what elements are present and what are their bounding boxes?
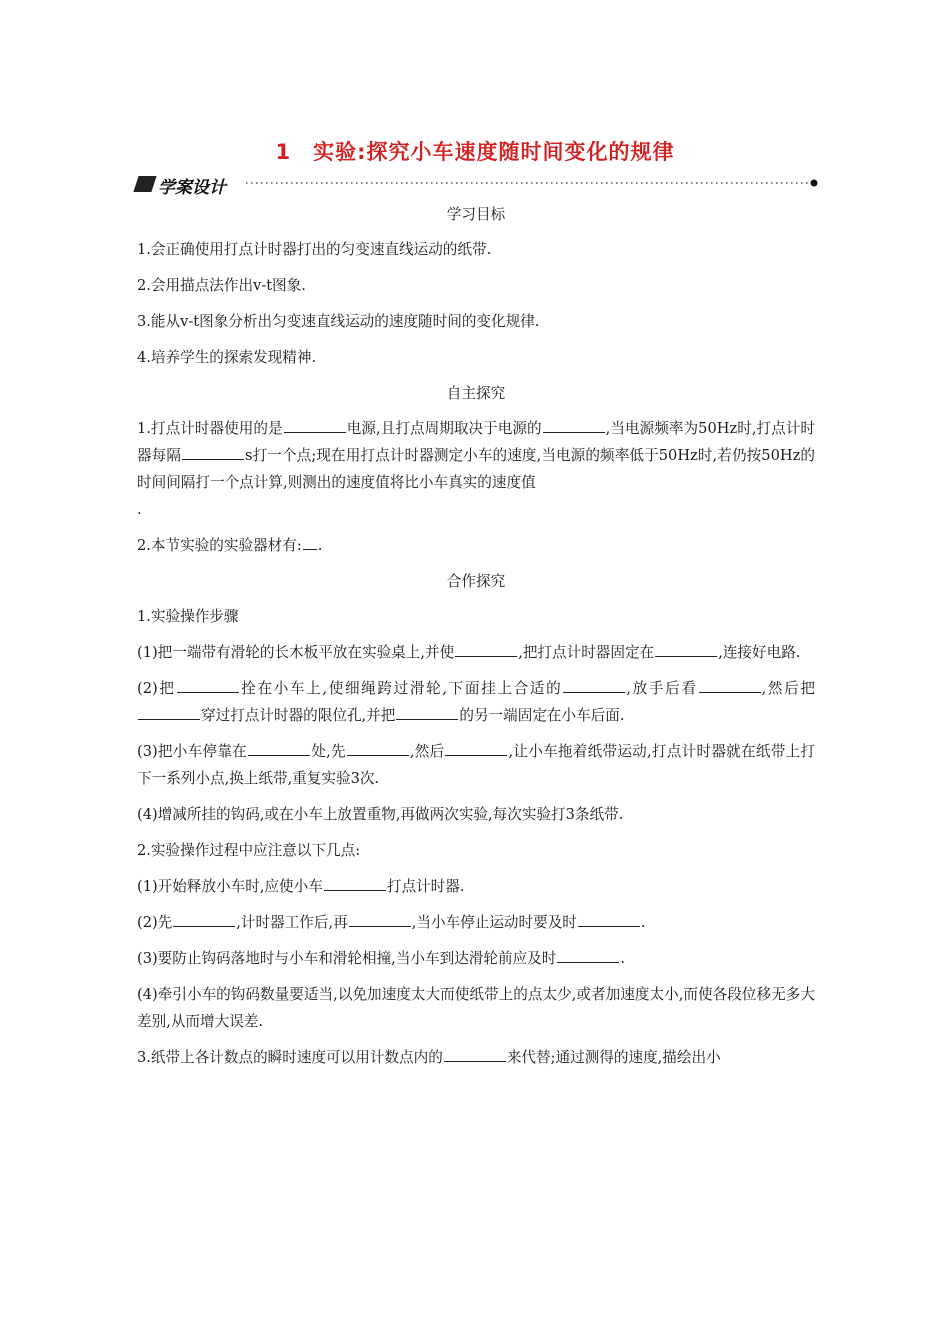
answer-blank[interactable] — [177, 676, 239, 693]
goal-item: 1.会正确使用打点计时器打出的匀变速直线运动的纸带. — [137, 241, 492, 258]
content — [137, 200, 815, 1071]
note-3: (3)要防止钩码落地时与小车和滑轮相撞,当小车到达滑轮前应及时 . — [137, 945, 815, 972]
answer-blank[interactable] — [138, 703, 200, 720]
goals-heading: 学习目标 — [446, 206, 506, 223]
dotted-rule-icon — [246, 176, 820, 190]
answer-blank[interactable] — [324, 874, 386, 891]
goal-item: 4.培养学生的探索发现精神. — [137, 349, 317, 366]
answer-blank[interactable] — [445, 739, 507, 756]
answer-blank[interactable] — [444, 1045, 506, 1062]
answer-blank[interactable] — [543, 416, 605, 433]
note-1: (1)开始释放小车时,应使小车 打点计时器. — [137, 873, 815, 900]
self-q2: 2.本节实验的实验器材有: . — [137, 532, 815, 559]
coop-heading: 合作探究 — [446, 573, 506, 590]
coop-step-title: 1.实验操作步骤 — [137, 608, 239, 625]
answer-blank[interactable] — [396, 703, 458, 720]
answer-blank[interactable] — [455, 640, 517, 657]
self-q1: 1.打点计时器使用的是 电源,且打点周期取决于电源的 ,当电源频率为50Hz时,打点计时器每隔 s打一个点;现在用打点计时器测定小车的速度,当电源的频率低于50Hz时,若仍按50Hz的时间间隔打一个点计算,则测出的速度值将比小车真实的速度值 . — [137, 415, 815, 523]
answer-blank[interactable] — [173, 910, 235, 927]
coop-step-2: (2)把 拴在小车上,使细绳跨过滑轮,下面挂上合适的 ,放手后看 ,然后把穿过打点计时器的限位孔,并把 的另一端固定在小车后面. — [137, 675, 815, 729]
answer-blank[interactable] — [248, 739, 310, 756]
self-study-heading: 自主探究 — [446, 385, 506, 402]
notes-title: 2.实验操作过程中应注意以下几点: — [137, 842, 361, 859]
answer-blank[interactable] — [699, 676, 761, 693]
coop-step-3: (3)把小车停靠在 处,先 ,然后 ,让小车拖着纸带运动,打点计时器就在纸带上打下一系列小点,换上纸带,重复实验3次. — [137, 738, 815, 792]
note-2: (2)先 ,计时器工作后,再 ,当小车停止运动时要及时 . — [137, 909, 815, 936]
answer-blank[interactable] — [347, 739, 409, 756]
note-4: (4)牵引小车的钩码数量要适当,以免加速度太大而使纸带上的点太少,或者加速度太小,而使各段位移无多大差别,从而增大误差. — [137, 986, 815, 1030]
answer-blank[interactable] — [655, 640, 717, 657]
banner-mark-icon — [133, 176, 156, 192]
coop-q3: 3.纸带上各计数点的瞬时速度可以用计数点内的 来代替;通过测得的速度,描绘出小 — [137, 1044, 815, 1071]
banner-label: 学案设计 — [158, 178, 226, 198]
goal-item: 2.会用描点法作出v-t图象. — [137, 277, 306, 294]
answer-blank[interactable] — [182, 443, 244, 460]
answer-blank[interactable] — [303, 533, 317, 550]
answer-blank[interactable] — [284, 416, 346, 433]
answer-blank[interactable] — [557, 946, 619, 963]
answer-blank[interactable] — [578, 910, 640, 927]
document-title: 1 实验:探究小车速度随时间变化的规律 — [275, 140, 675, 164]
goal-item: 3.能从v-t图象分析出匀变速直线运动的速度随时间的变化规律. — [137, 313, 540, 330]
section-banner — [136, 170, 820, 200]
coop-step-4: (4)增减所挂的钩码,或在小车上放置重物,再做两次实验,每次实验打3条纸带. — [137, 806, 624, 823]
answer-blank[interactable] — [349, 910, 411, 927]
coop-step-1: (1)把一端带有滑轮的长木板平放在实验桌上,并使 ,把打点计时器固定在 ,连接好电路. — [137, 639, 815, 666]
answer-blank[interactable] — [563, 676, 625, 693]
